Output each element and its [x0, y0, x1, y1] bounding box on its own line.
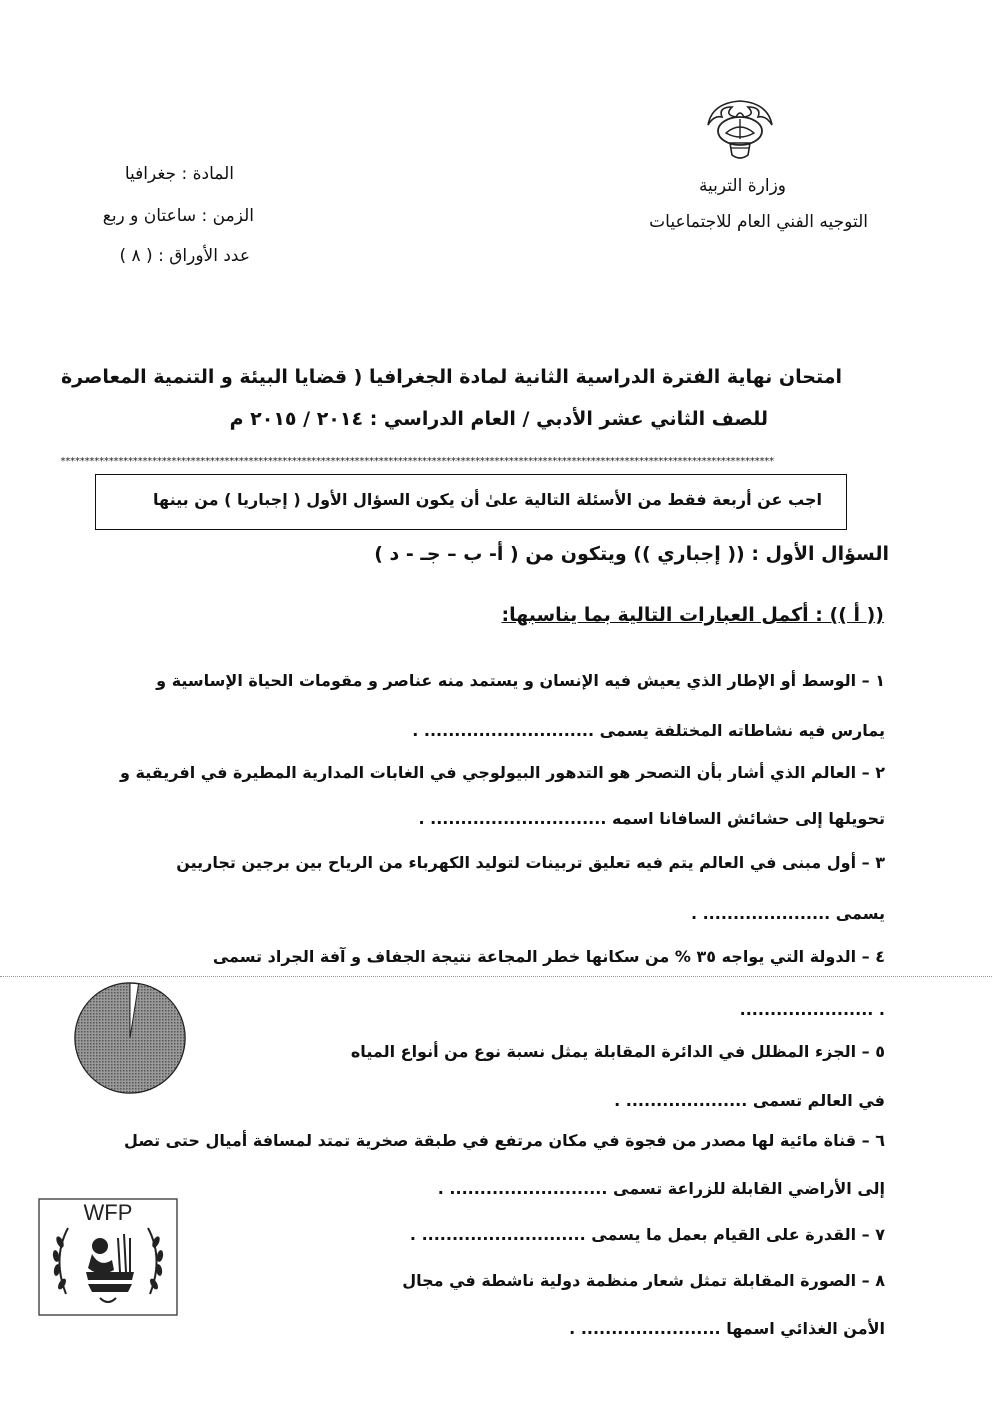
item-2-line1: ٢ – العالم الذي أشار بأن التصحر هو التدهور البيولوجي في الغابات المدارية المطيرة في افريقية و: [120, 763, 885, 782]
pie-shaded-slice: [75, 983, 185, 1093]
time-label: الزمن : ساعتان و ربع: [102, 206, 254, 226]
item-8-line1: ٨ – الصورة المقابلة تمثل شعار منظمة دولية ناشطة في مجال: [402, 1271, 885, 1290]
item-3-line1: ٣ – أول مبنى في العالم يتم فيه تعليق تربينات لتوليد الكهرباء من الرياح بين برجين تجاريين: [176, 853, 885, 872]
exam-title: امتحان نهاية الفترة الدراسية الثانية لمادة الجغرافيا ( قضايا البيئة و التنمية المعاصرة: [60, 366, 842, 388]
kuwait-emblem-icon: [700, 95, 780, 165]
part-a-heading: (( أ )) : أكمل العبارات التالية بما يناسبها:: [501, 604, 884, 626]
item-7-line1: ٧ – القدرة على القيام بعمل ما يسمى ........................... .: [409, 1225, 885, 1244]
instructions-box: [95, 474, 847, 530]
exam-subtitle: للصف الثاني عشر الأدبي / العام الدراسي : ٢٠١٤ / ٢٠١٥ م: [229, 408, 768, 430]
item-1-line1: ١ – الوسط أو الإطار الذي يعيش فيه الإنسان و يستمد منه عناصر و مقومات الحياة الإساسية و: [156, 671, 885, 690]
item-5-line2: في العالم تسمى .................... .: [614, 1091, 885, 1110]
item-1-line2: يمارس فيه نشاطاته المختلفة يسمى ............................ .: [412, 721, 885, 740]
question1-heading: السؤال الأول : (( إجباري )) ويتكون من ( أ- ب – جـ - د ): [374, 543, 889, 565]
item-2-line2: تحويلها إلى حشائش السافانا اسمه ............................. .: [418, 809, 885, 828]
faint-divider: [0, 976, 992, 979]
item-8-line2: الأمن الغذائي اسمها ....................... .: [569, 1319, 885, 1338]
department-name: التوجيه الفني العام للاجتماعيات: [649, 212, 868, 232]
instructions-text: اجب عن أربعة فقط من الأسئلة التالية علىٰ أن يكون السؤال الأول ( إجباريا ) من بينها: [153, 490, 822, 509]
subject-label: المادة : جغرافيا: [124, 164, 234, 184]
item-4-line2: ...................... .: [739, 1000, 885, 1019]
wfp-logo-text: WFP: [83, 1200, 133, 1225]
separator-line: ****************************************************************************************************************************************************: [60, 457, 774, 467]
item-5-line1: ٥ – الجزء المظلل في الدائرة المقابلة يمثل نسبة نوع من أنواع المياه: [350, 1042, 885, 1061]
pages-count: عدد الأوراق : ( ٨ ): [119, 246, 250, 266]
water-pie-chart: [72, 980, 188, 1096]
wfp-logo-icon: [38, 1198, 178, 1316]
item-3-line2: يسمى ..................... .: [690, 904, 885, 923]
item-6-line2: إلى الأراضي القابلة للزراعة تسمى .......................... .: [437, 1179, 885, 1198]
item-6-line1: ٦ – قناة مائية لها مصدر من فجوة في مكان مرتفع في طبقة صخرية تمتد لمسافة أميال حتى تصل: [124, 1131, 885, 1150]
item-4-line1: ٤ – الدولة التي يواجه ٣٥ % من سكانها خطر المجاعة نتيجة الجفاف و آفة الجراد تسمى: [212, 947, 885, 966]
ministry-name: وزارة التربية: [698, 176, 786, 196]
